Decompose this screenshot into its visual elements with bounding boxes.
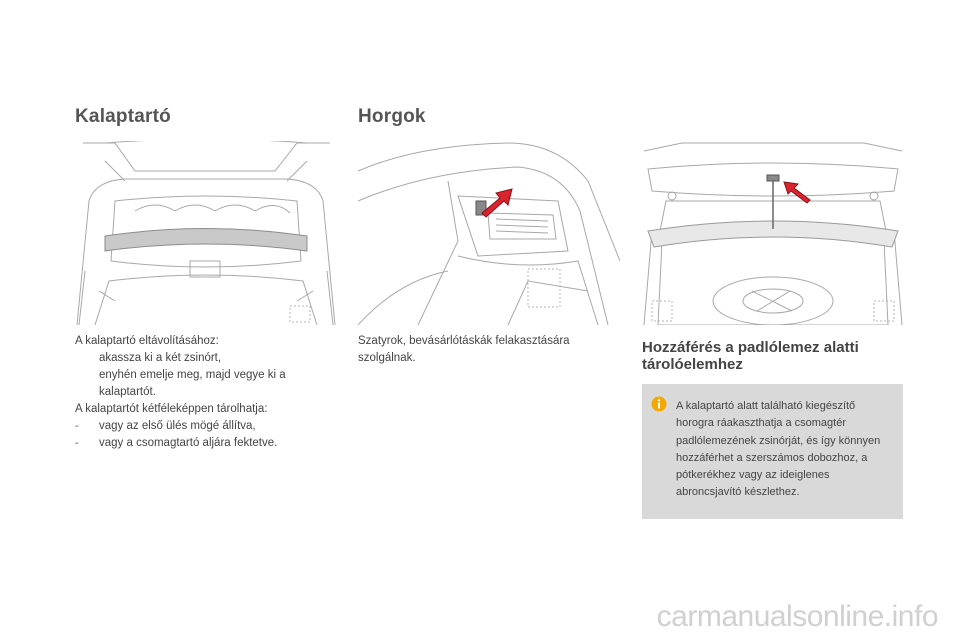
section-title-floor-access: Hozzáférés a padlólemez alatti tárolóelemhez — [642, 339, 859, 373]
info-box — [642, 384, 903, 519]
dash-text: vagy a csomagtartó aljára fektetve. — [99, 437, 278, 449]
info-icon — [651, 396, 667, 412]
dash-mark: - — [75, 421, 79, 432]
storage-intro: A kalaptartót kétféleképpen tárolhatja: — [75, 403, 268, 415]
list-item — [75, 418, 337, 435]
info-text: A kalaptartó alatt található kiegészítő horogra ráakaszthatja a csomagtér padlólemezének zsinórját, és így könnyen hozzáférhet a szerszámos dobozhoz, a pótkerékhez vagy az ideiglenes abroncsjavító készlethez. — [676, 400, 881, 499]
bullet-text: enyhén emelje meg, majd vegye ki a kalaptartót. — [99, 369, 286, 398]
dash-mark: - — [75, 438, 79, 449]
hooks-text: Szatyrok, bevásárlótáskák felakasztására szolgálnak. — [358, 335, 570, 364]
removal-intro: A kalaptartó eltávolításához: — [75, 335, 219, 347]
bullet-icon — [75, 367, 99, 401]
parcel-shelf-illustration — [75, 141, 337, 325]
bullet-icon — [75, 350, 99, 367]
list-item — [75, 367, 337, 401]
hooks-illustration — [358, 141, 620, 325]
watermark: carmanualsonline.info — [656, 600, 938, 633]
bullet-text: akassza ki a két zsinórt, — [99, 352, 222, 364]
section-title-horgok: Horgok — [358, 106, 426, 127]
list-item — [75, 350, 337, 367]
shelf-removal-text — [75, 333, 337, 452]
floor-access-illustration — [642, 141, 904, 325]
list-item — [75, 435, 337, 452]
hook-arrow-icon — [478, 185, 522, 221]
hook-arrow-icon — [780, 178, 814, 204]
dash-text: vagy az első ülés mögé állítva, — [99, 420, 256, 432]
section-title-kalaptarto: Kalaptartó — [75, 106, 171, 127]
